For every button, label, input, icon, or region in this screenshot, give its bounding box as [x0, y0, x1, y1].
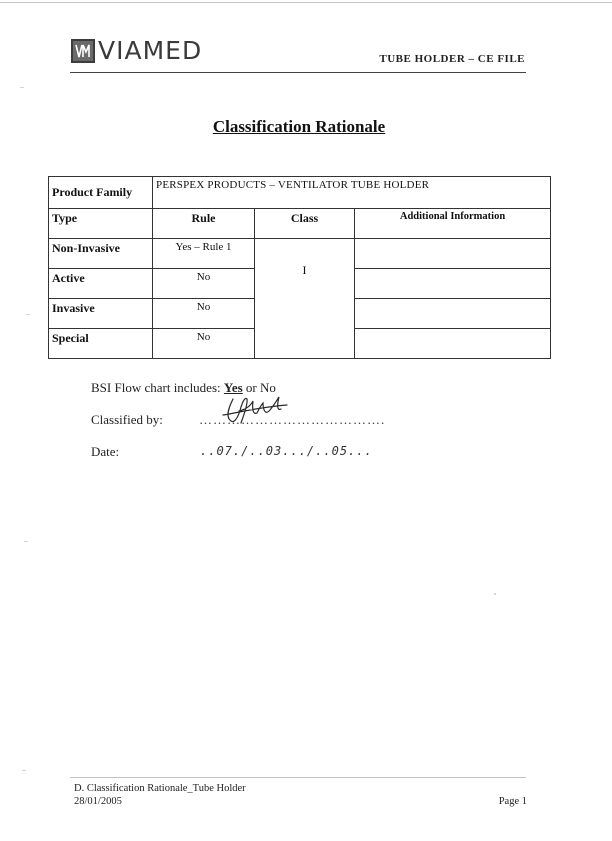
- type-cell: Non-Invasive: [49, 239, 153, 269]
- footer-doc-name: D. Classification Rationale_Tube Holder: [74, 783, 246, 794]
- rule-cell: Yes – Rule 1: [153, 239, 255, 269]
- column-header-type: Type: [49, 209, 153, 239]
- header-divider: [70, 72, 526, 73]
- table-row: [49, 239, 551, 269]
- rule-cell: No: [153, 269, 255, 299]
- footer: [74, 782, 246, 808]
- scan-speck: [22, 770, 26, 771]
- class-cell: I: [255, 239, 355, 359]
- scan-speck: [20, 87, 24, 88]
- scan-speck: [494, 593, 496, 595]
- column-header-additional-info: Additional Information: [355, 209, 551, 239]
- type-cell: Special: [49, 329, 153, 359]
- info-cell: [355, 299, 551, 329]
- column-header-class: Class: [255, 209, 355, 239]
- info-cell: [355, 239, 551, 269]
- rule-cell: No: [153, 299, 255, 329]
- header-doc-label: TUBE HOLDER – CE FILE: [379, 53, 525, 65]
- page-title: Classification Rationale: [212, 117, 386, 136]
- table-header-row: [49, 209, 551, 239]
- product-family-label: Product Family: [49, 177, 153, 209]
- info-cell: [355, 329, 551, 359]
- type-cell: Invasive: [49, 299, 153, 329]
- date-value: ..07./..03.../..05...: [200, 444, 373, 458]
- viamed-logo: [71, 36, 203, 65]
- type-cell: Active: [49, 269, 153, 299]
- footer-divider: [70, 777, 526, 778]
- footer-date: 28/01/2005: [74, 796, 122, 807]
- classified-by-dotted-line: ………………………………….: [199, 412, 386, 427]
- scan-edge: [0, 2, 612, 3]
- bsi-prefix: BSI Flow chart includes:: [91, 380, 221, 395]
- handwritten-signature: [219, 393, 291, 432]
- info-cell: [355, 269, 551, 299]
- bsi-yes-selected: Yes: [223, 380, 243, 395]
- column-header-rule: Rule: [153, 209, 255, 239]
- logo-text: VIAMED: [98, 36, 203, 65]
- classified-by-label: Classified by:: [91, 412, 163, 427]
- scan-speck: [24, 541, 28, 542]
- scan-speck: [26, 314, 30, 315]
- date-label: Date:: [91, 444, 120, 459]
- rule-cell: No: [153, 329, 255, 359]
- table-row-product-family: [49, 177, 551, 209]
- logo-mark-icon: [71, 39, 95, 63]
- page-number: Page 1: [498, 796, 527, 807]
- classification-table: [48, 176, 551, 359]
- bsi-suffix: or No: [245, 380, 276, 395]
- product-family-value: PERSPEX PRODUCTS – VENTILATOR TUBE HOLDER: [153, 177, 551, 209]
